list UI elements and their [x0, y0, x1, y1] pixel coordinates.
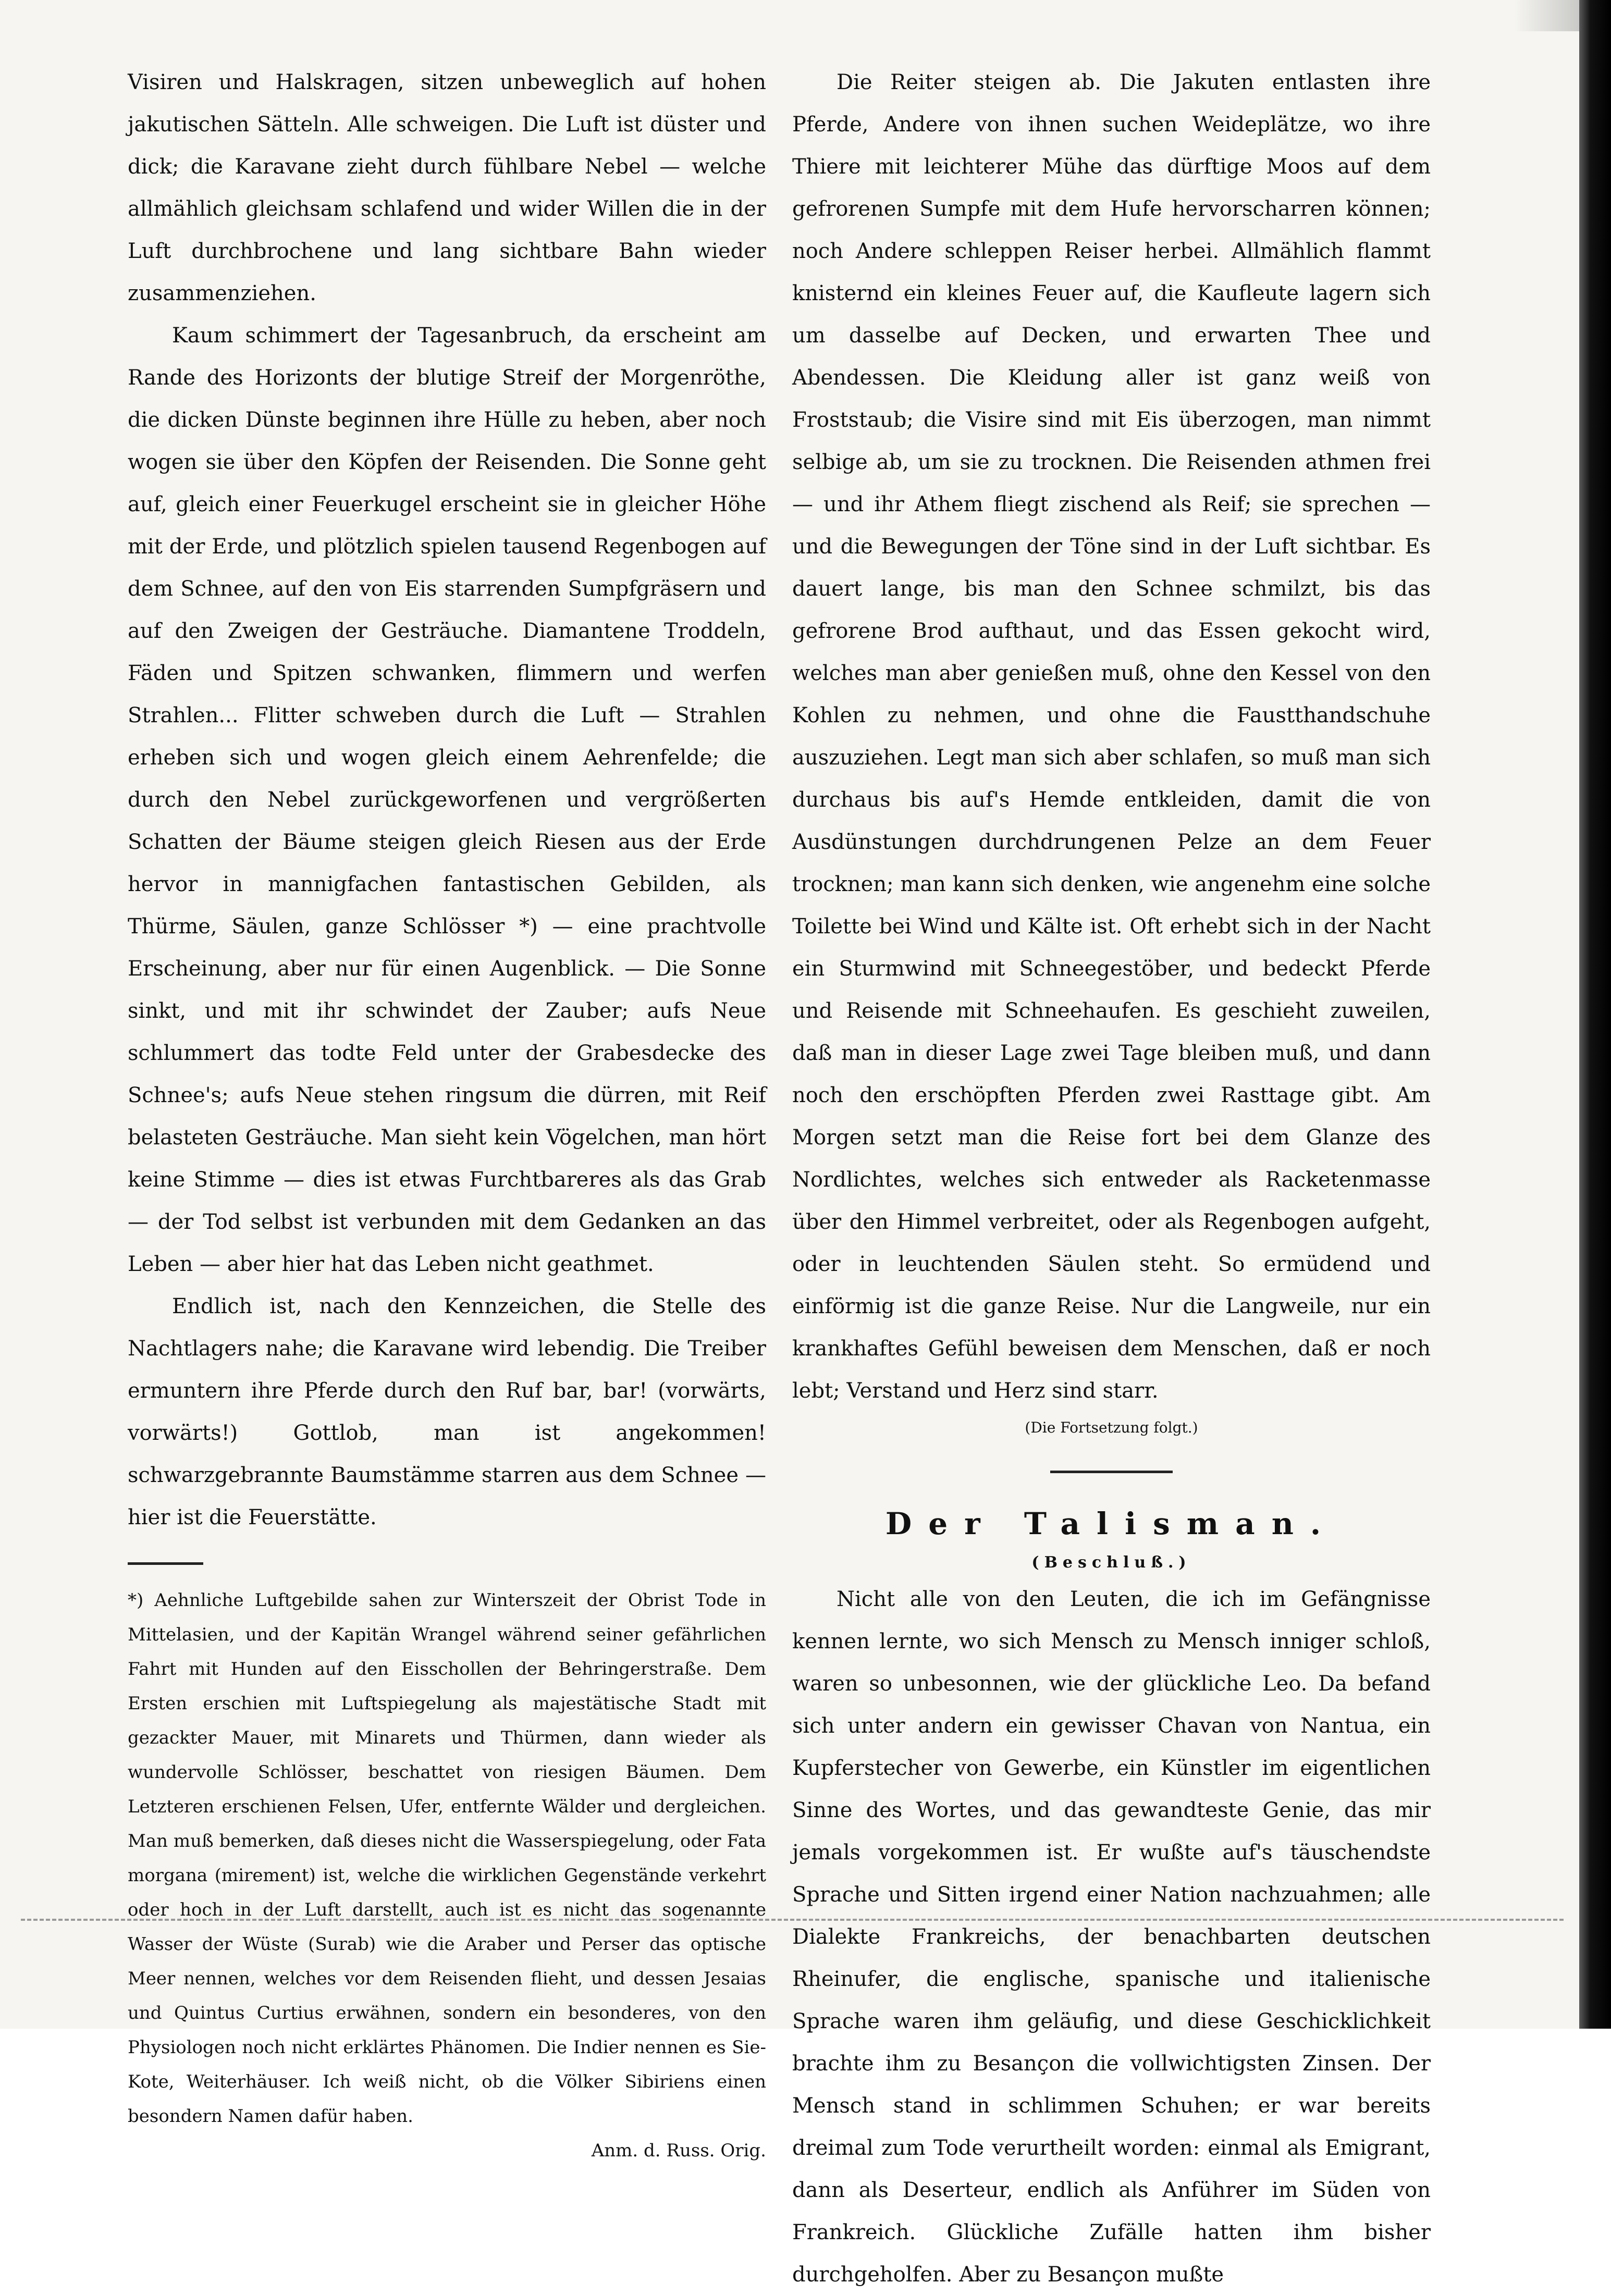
- continuation-note: (Die Fortsetzung folgt.): [1025, 1419, 1198, 1436]
- left-paragraph-3: Endlich ist, nach den Kennzeichen, die Stelle des Nachtlagers nahe; die Karavane wird lebendig. Die Treiber ermuntern ihre Pferde durch den Ruf bar, bar! (vorwärts, vorwärts!) Gottlob, man ist angekommen! schwarzgebrannte Baumstämme starren aus dem Schnee — hier ist die Feuerstätte.: [128, 1294, 766, 1529]
- right-paragraph-1: Die Reiter steigen ab. Die Jakuten entlasten ihre Pferde, Andere von ihnen suchen Weideplätze, wo ihre Thiere mit leichterer Mühe das dürftige Moos auf dem gefrorenen Sumpfe mit dem Hufe hervorscharren können; noch Andere schleppen Reiser herbei. Allmählich flammt knisternd ein kleines Feuer auf, die Kaufleute lagern sich um dasselbe auf Decken, und erwarten Thee und Abendessen. Die Kleidung aller ist ganz weiß von Froststaub; die Visire sind mit Eis überzogen, man nimmt selbige ab, um sie zu trocknen. Die Reisenden athmen frei — und ihr Athem fliegt zischend als Reif; sie sprechen — und die Bewegungen der Töne sind in der Luft sichtbar. Es dauert lange, bis man den Schnee schmilzt, bis das gefrorene Brod aufthaut, und das Essen gekocht wird, welches man aber genießen muß, ohne den Kessel von den Kohlen zu nehmen, und ohne die Faustthandschuhe auszuziehen. Legt man sich aber schlafen, so muß man sich durchaus bis auf's Hemde entkleiden, damit die von Ausdünstungen durchdrungenen Pelze an dem Feuer trocknen; man kann sich denken, wie angenehm eine solche Toilette bei Wind und Kälte ist. Oft erhebt sich in der Nacht ein Sturmwind mit Schneegestöber, und bedeckt Pferde und Reisende mit Schneehaufen. Es geschieht zuweilen, daß man in dieser Lage zwei Tage bleiben muß, und dann noch den erschöpften Pferden zwei Rasttage gibt. Am Morgen setzt man die Reise fort bei dem Glanze des Nordlichtes, welches sich entweder als Racketenmasse über den Himmel verbreitet, oder als Regenbogen aufgeht, oder in leuchtenden Säulen steht. So ermüdend und einförmig ist die ganze Reise. Nur die Langweile, nur ein krankhaftes Gefühl beweisen dem Menschen, daß er noch lebt; Verstand und Herz sind starr.: [792, 70, 1431, 1403]
- section-divider: [1050, 1471, 1173, 1473]
- left-paragraph-2: Kaum schimmert der Tagesanbruch, da erscheint am Rande des Horizonts der blutige Streif der Morgenröthe, die dicken Dünste beginnen ihre Hülle zu heben, aber noch wogen sie über den Köpfen der Reisenden. Die Sonne geht auf, gleich einer Feuerkugel erscheint sie in gleicher Höhe mit der Erde, und plötzlich spielen tausend Regenbogen auf dem Schnee, auf den von Eis starrenden Sumpfgräsern und auf den Zweigen der Gesträuche. Diamantene Troddeln, Fäden und Spitzen schwanken, flimmern und werfen Strahlen... Flitter schweben durch die Luft — Strahlen erheben sich und wogen gleich einem Aehrenfelde; die durch den Nebel zurückgeworfenen und vergrößerten Schatten der Bäume steigen gleich Riesen aus der Erde hervor in mannigfachen fantastischen Gebilden, als Thürme, Säulen, ganze Schlösser *) — eine prachtvolle Erscheinung, aber nur für einen Augenblick. — Die Sonne sinkt, und mit ihr schwindet der Zauber; aufs Neue schlummert das todte Feld unter der Grabesdecke des Schnee's; aufs Neue stehen ringsum die dürren, mit Reif belasteten Gesträuche. Man sieht kein Vögelchen, man hört keine Stimme — dies ist etwas Furchtbareres als das Grab — der Tod selbst ist verbunden mit dem Gedanken an das Leben — aber hier hat das Leben nicht geathmet.: [128, 324, 766, 1276]
- article-subtitle: (Beschluß.): [1031, 1553, 1191, 1572]
- footnote-text: *) Aehnliche Luftgebilde sahen zur Winterszeit der Obrist Tode in Mittelasien, und der Kapitän Wrangel während seiner gefährlichen Fahrt mit Hunden auf den Eisschollen der Behringerstraße. Dem Ersten erschien mit Luftspiegelung als majestätische Stadt mit gezackter Mauer, mit Minarets und Thürmen, dann wieder als wundervolle Schlösser, beschattet von riesigen Bäumen. Dem Letzteren erschienen Felsen, Ufer, entfernte Wälder und dergleichen. Man muß bemerken, daß dieses nicht die Wasserspiegelung, oder Fata morgana (mirement) ist, welche die wirklichen Gegenstände verkehrt oder hoch in der Luft darstellt, auch ist es nicht das sogenannte Wasser der Wüste (Surab) wie die Araber und Perser das optische Meer nennen, welches vor dem Reisenden flieht, und dessen Jesaias und Quintus Curtius erwähnen, sondern ein besonderes, von den Physiologen noch nicht erklärtes Phänomen. Die Indier nennen es Sie-Kote, Weiterhäuser. Ich weiß nicht, ob die Völker Sibiriens einen besondern Namen dafür haben.: [128, 1590, 766, 2127]
- footnote-signature: Anm. d. Russ. Orig.: [591, 2140, 766, 2161]
- bottom-edge-rule: [21, 1919, 1564, 1921]
- left-column: [128, 61, 766, 2168]
- right-column: [792, 61, 1431, 2296]
- scan-edge-shadow: [1579, 0, 1611, 2029]
- left-paragraph-1: Visiren und Halskragen, sitzen unbeweglich auf hohen jakutischen Sätteln. Alle schweigen. Die Luft ist düster und dick; die Karavane zieht durch fühlbare Nebel — welche allmählich gleichsam schlafend und wider Willen die in der Luft durchbrochene und lang sichtbare Bahn wieder zusammenziehen.: [128, 70, 766, 305]
- page-corner-shadow: [1514, 0, 1579, 31]
- article-title: Der Talisman.: [885, 1506, 1338, 1541]
- footnote-divider: [128, 1562, 203, 1565]
- article-paragraph-1: Nicht alle von den Leuten, die ich im Gefängnisse kennen lernte, wo sich Mensch zu Mensch inniger schloß, waren so unbesonnen, wie der glückliche Leo. Da befand sich unter andern ein gewisser Chavan von Nantua, ein Kupferstecher von Gewerbe, ein Künstler im eigentlichen Sinne des Wortes, und das gewandteste Genie, das mir jemals vorgekommen ist. Er wußte auf's täuschendste Sprache und Sitten irgend einer Nation nachzuahmen; alle Dialekte Frankreichs, der benachbarten deutschen Rheinufer, die englische, spanische und italienische Sprache waren ihm geläufig, und diese Geschicklichkeit brachte ihm zu Besançon die vollwichtigsten Zinsen. Der Mensch stand in schlimmen Schuhen; er war bereits dreimal zum Tode verurtheilt worden: einmal als Emigrant, dann als Deserteur, endlich als Anführer im Süden von Frankreich. Glückliche Zufälle hatten ihm bisher durchgeholfen. Aber zu Besançon mußte: [792, 1587, 1431, 2287]
